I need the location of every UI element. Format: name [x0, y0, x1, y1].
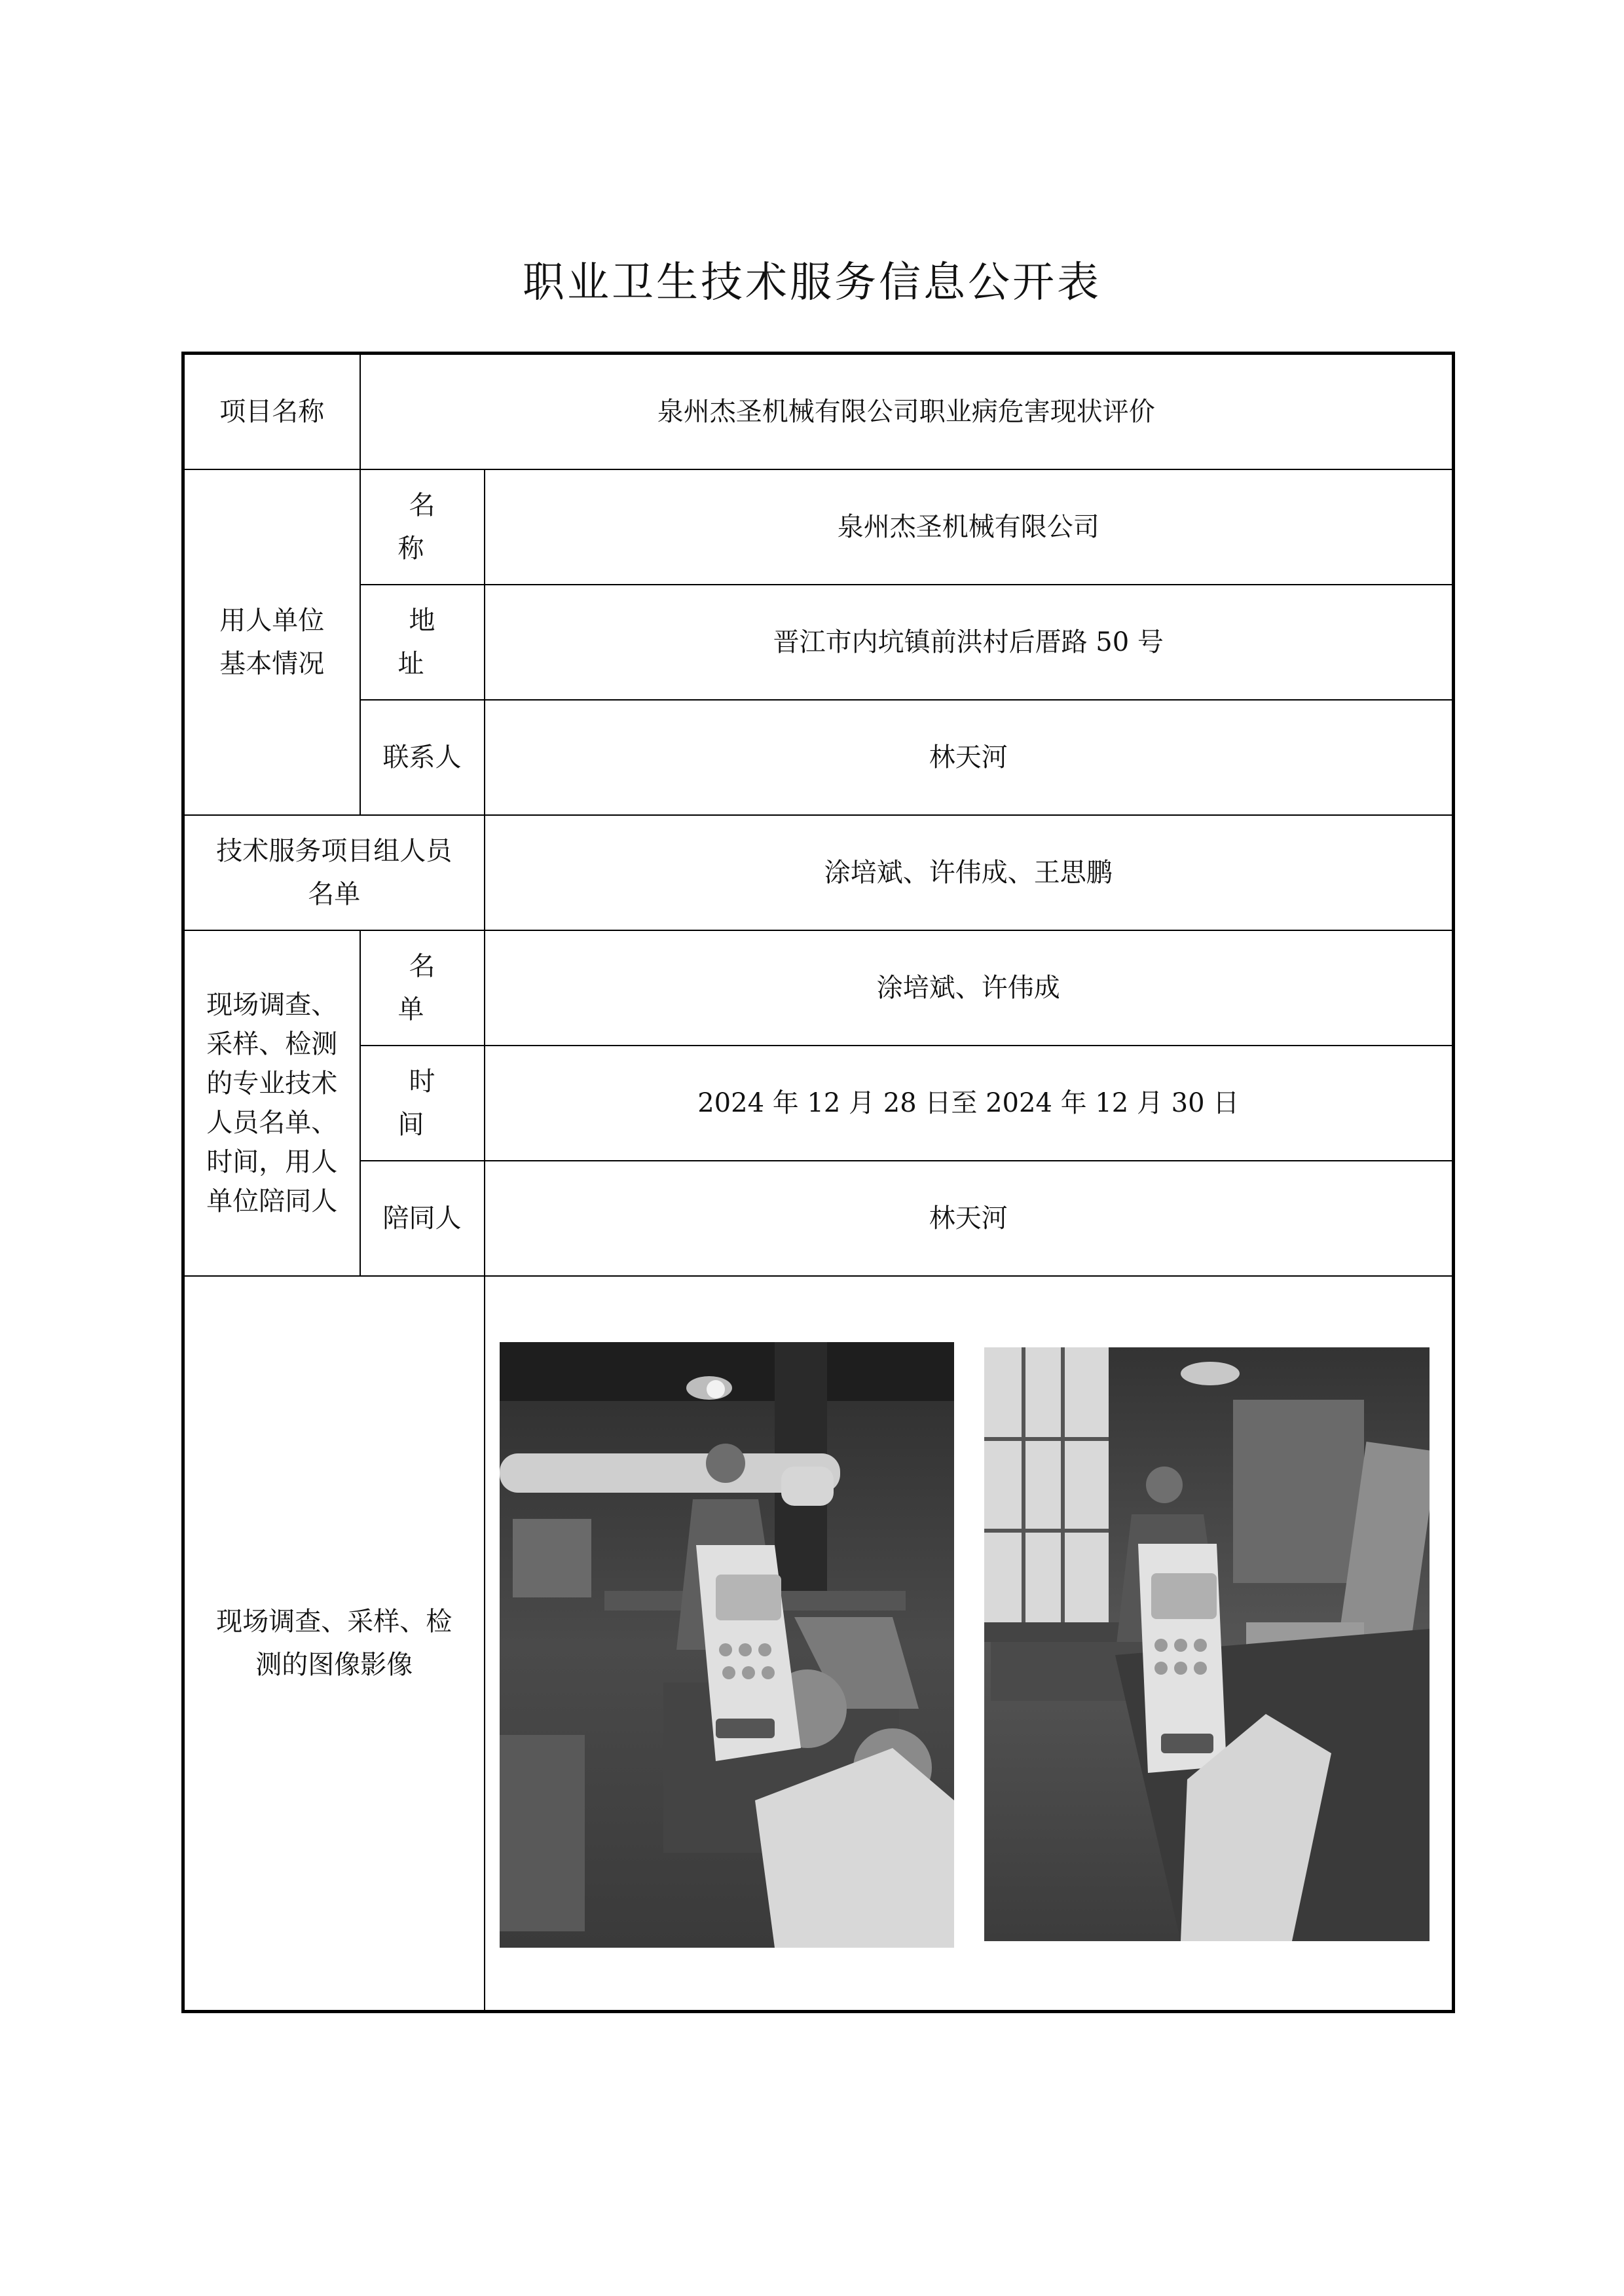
site-photo-1: [500, 1342, 954, 1948]
survey-list-value: 涂培斌、许伟成: [485, 930, 1454, 1046]
employer-contact-value: 林天河: [485, 700, 1454, 815]
employer-contact-label: 联系人: [360, 700, 485, 815]
survey-label-line: 现场调查、: [206, 990, 338, 1020]
employer-name-row: [183, 469, 1454, 585]
survey-companion-value: 林天河: [485, 1161, 1454, 1276]
team-label-line1: 技术服务项目组人员: [216, 836, 452, 866]
survey-companion-row: [183, 1161, 1454, 1276]
survey-label-line: 单位陪同人: [206, 1186, 338, 1216]
images-row: [183, 1276, 1454, 2012]
employer-address-label: 地 址: [360, 585, 485, 700]
employer-address-row: [183, 585, 1454, 700]
survey-label-line: 的专业技术: [206, 1068, 338, 1099]
info-table: [181, 352, 1455, 2013]
images-label-line2: 测的图像影像: [255, 1650, 413, 1680]
survey-time-row: [183, 1046, 1454, 1161]
survey-time-label: 时 间: [360, 1046, 485, 1161]
page-title: 职业卫生技术服务信息公开表: [523, 259, 1101, 307]
survey-label-line: 人员名单、: [206, 1108, 338, 1138]
survey-time-value: 2024 年 12 月 28 日至 2024 年 12 月 30 日: [485, 1046, 1454, 1161]
employer-label-line1: 用人单位: [219, 606, 325, 636]
images-label: [183, 1276, 485, 2012]
site-photo-2: [984, 1347, 1430, 1941]
survey-label-line: 时间，用人: [206, 1147, 338, 1177]
team-row: [183, 815, 1454, 930]
team-label: [183, 815, 485, 930]
images-cell: [485, 1276, 1454, 2012]
employer-contact-row: [183, 700, 1454, 815]
employer-label: [183, 469, 360, 815]
employer-label-line2: 基本情况: [219, 649, 325, 679]
images-label-line1: 现场调查、采样、检: [216, 1607, 452, 1637]
site-photo-1-graphic: [500, 1342, 954, 1948]
team-value: 涂培斌、许伟成、王思鹏: [485, 815, 1454, 930]
survey-list-row: [183, 930, 1454, 1046]
employer-name-label: 名 称: [360, 469, 485, 585]
team-label-line2: 名单: [308, 879, 361, 909]
survey-label-line: 采样、检测: [206, 1029, 338, 1059]
site-photo-2-graphic: [984, 1347, 1430, 1941]
project-label: 项目名称: [183, 354, 360, 470]
survey-companion-label: 陪同人: [360, 1161, 485, 1276]
employer-address-value: 晋江市内坑镇前洪村后厝路 50 号: [485, 585, 1454, 700]
photo-container: [485, 1277, 1452, 2010]
survey-label: [183, 930, 360, 1276]
project-value: 泉州杰圣机械有限公司职业病危害现状评价: [360, 354, 1454, 470]
survey-list-label: 名 单: [360, 930, 485, 1046]
employer-name-value: 泉州杰圣机械有限公司: [485, 469, 1454, 585]
project-row: [183, 354, 1454, 470]
